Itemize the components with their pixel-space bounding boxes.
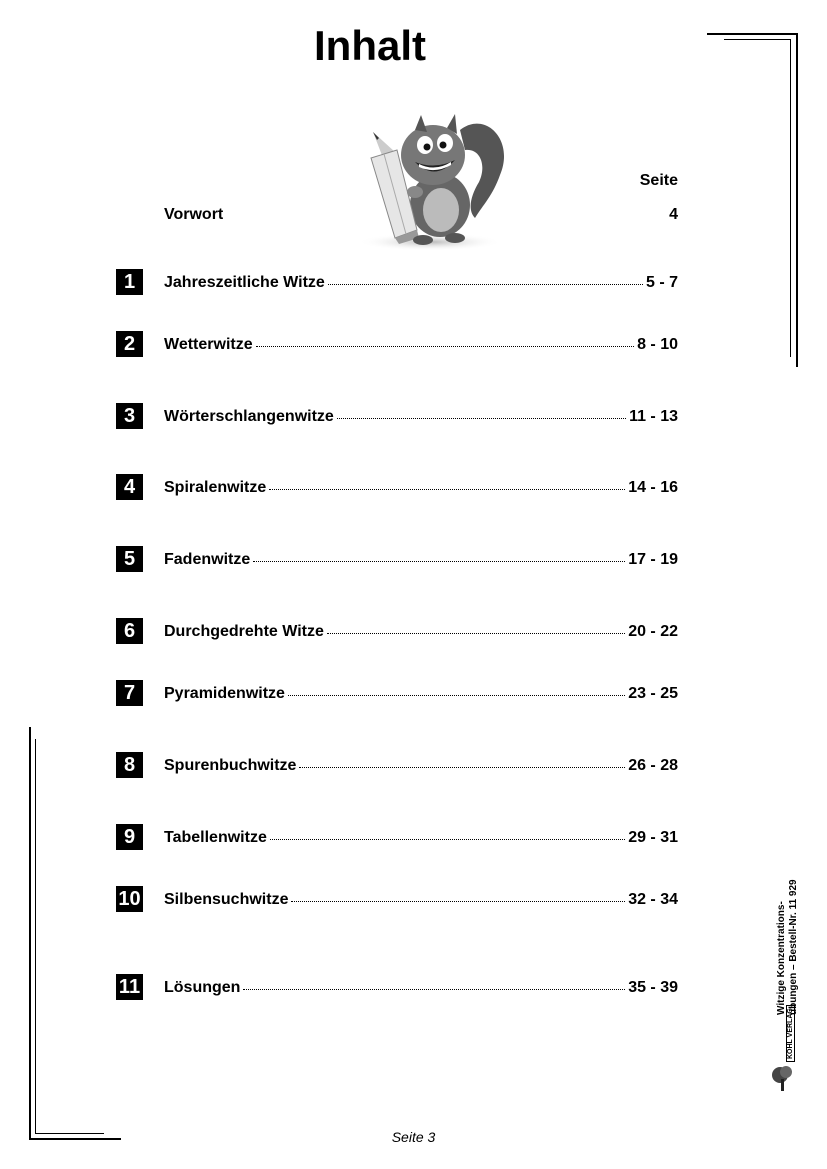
- dot-leader: [328, 284, 643, 285]
- frame-top-right-line-inner: [724, 39, 791, 40]
- side-text-line-1: Witzige Konzentrations-: [776, 901, 787, 1015]
- chapter-title: Wörterschlangenwitze: [164, 408, 334, 425]
- dot-leader: [291, 901, 625, 902]
- dot-leader: [269, 489, 625, 490]
- chapter-title: Lösungen: [164, 979, 241, 996]
- frame-left-line-inner: [35, 739, 36, 1134]
- squirrel-with-pencil-illustration: [355, 110, 515, 255]
- frame-top-right-line-outer: [707, 33, 797, 35]
- chapter-number-badge: 11: [116, 974, 143, 1000]
- chapter-pages: 32 - 34: [628, 891, 678, 908]
- toc-entry: [116, 680, 678, 706]
- chapter-title: Jahreszeitliche Witze: [164, 274, 325, 291]
- chapter-number-badge: 6: [116, 618, 143, 644]
- publisher-side-text: [776, 879, 800, 1015]
- dot-leader: [270, 839, 625, 840]
- chapter-pages: 17 - 19: [628, 551, 678, 568]
- toc-entry: [116, 974, 678, 1000]
- toc-entry: [116, 546, 678, 572]
- dot-leader: [243, 989, 625, 990]
- toc-entry: [116, 474, 678, 500]
- chapter-number-badge: 10: [116, 886, 143, 912]
- dot-leader: [288, 695, 625, 696]
- chapter-pages: 8 - 10: [637, 336, 678, 353]
- chapter-number-badge: 4: [116, 474, 143, 500]
- frame-right-line-inner: [790, 39, 791, 357]
- chapter-title: Fadenwitze: [164, 551, 251, 568]
- chapter-number-badge: 9: [116, 824, 143, 850]
- chapter-pages: 29 - 31: [628, 829, 678, 846]
- chapter-title: Wetterwitze: [164, 336, 253, 353]
- frame-right-line-outer: [796, 33, 798, 367]
- dot-leader: [256, 346, 634, 347]
- page-footer: Seite 3: [391, 1129, 436, 1145]
- chapter-number-badge: 8: [116, 752, 143, 778]
- chapter-number-badge: 7: [116, 680, 143, 706]
- chapter-number-badge: 5: [116, 546, 143, 572]
- chapter-pages: 20 - 22: [628, 623, 678, 640]
- chapter-pages: 35 - 39: [628, 979, 678, 996]
- toc-entry: [116, 269, 678, 295]
- toc-entry: [116, 618, 678, 644]
- chapter-title: Durchgedrehte Witze: [164, 623, 324, 640]
- chapter-title: Tabellenwitze: [164, 829, 267, 846]
- chapter-title: Pyramidenwitze: [164, 685, 285, 702]
- frame-left-line-outer: [29, 727, 31, 1140]
- chapter-number-badge: 2: [116, 331, 143, 357]
- side-text-line-2: übungen – Bestell-Nr. 11 929: [788, 879, 799, 1015]
- toc-entry: [116, 886, 678, 912]
- toc-entry: [116, 752, 678, 778]
- dot-leader: [327, 633, 625, 634]
- chapter-number-badge: 1: [116, 269, 143, 295]
- chapter-title: Spurenbuchwitze: [164, 757, 297, 774]
- toc-entry-vorwort-page: 4: [669, 206, 678, 223]
- chapter-pages: 14 - 16: [628, 479, 678, 496]
- toc-entry-vorwort-label: Vorwort: [164, 206, 224, 223]
- chapter-title: Spiralenwitze: [164, 479, 267, 496]
- chapter-pages: 11 - 13: [629, 408, 678, 425]
- publisher-logo-text: KOHL VERLAG: [786, 1005, 795, 1062]
- chapter-pages: 5 - 7: [645, 274, 678, 291]
- chapter-pages: 26 - 28: [628, 757, 678, 774]
- dot-leader: [337, 418, 626, 419]
- toc-entry: [116, 824, 678, 850]
- chapter-title: Silbensuchwitze: [164, 891, 289, 908]
- dot-leader: [299, 767, 625, 768]
- dot-leader: [253, 561, 625, 562]
- chapter-pages: 23 - 25: [628, 685, 678, 702]
- toc-entry: [116, 403, 678, 429]
- page-column-header: Seite: [639, 172, 678, 189]
- toc-entry: [116, 331, 678, 357]
- chapter-number-badge: 3: [116, 403, 143, 429]
- page-title: Inhalt: [314, 22, 426, 69]
- tree-logo-icon: [770, 1063, 796, 1093]
